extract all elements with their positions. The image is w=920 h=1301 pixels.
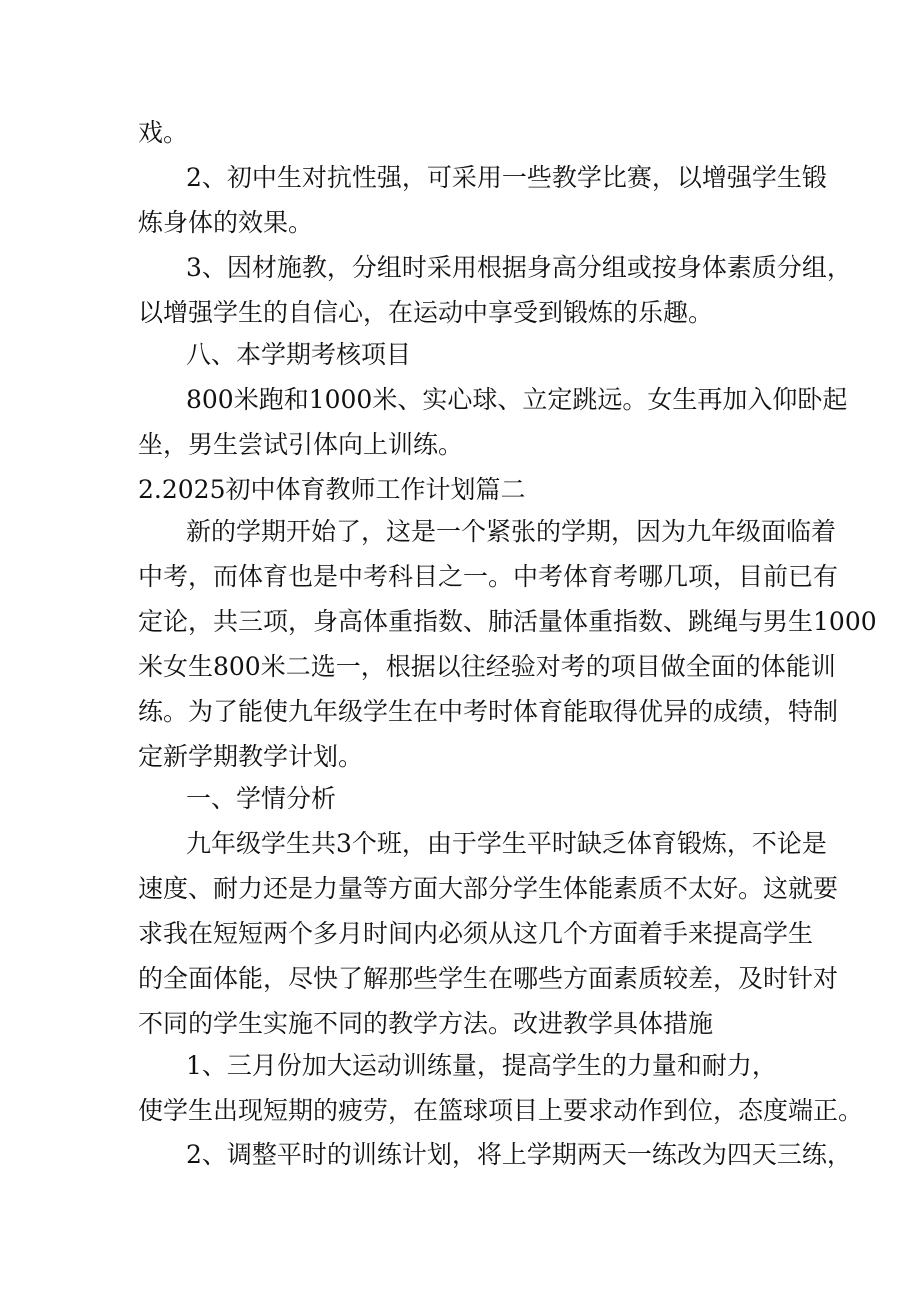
paragraph-line: 米女生800米二选一，根据以往经验对考的项目做全面的体能训 <box>138 652 836 681</box>
document-title-heading: 2.2025初中体育教师工作计划篇二 <box>138 475 526 504</box>
paragraph-line: 定新学期教学计划。 <box>138 742 364 771</box>
paragraph-line: 定论，共三项，身高体重指数、肺活量体重指数、跳绳与男生1000 <box>138 607 877 636</box>
paragraph-line: 戏。 <box>138 118 189 147</box>
paragraph-line: 1、三月份加大运动训练量，提高学生的力量和耐力， <box>186 1051 777 1080</box>
paragraph-line: 800米跑和1000米、实心球、立定跳远。女生再加入仰卧起 <box>186 385 848 414</box>
paragraph-line: 以增强学生的自信心，在运动中享受到锻炼的乐趣。 <box>138 298 714 327</box>
paragraph-line: 练。为了能使九年级学生在中考时体育能取得优异的成绩，特制 <box>138 697 839 726</box>
paragraph-line: 使学生出现短期的疲劳，在篮球项目上要求动作到位，态度端正。 <box>138 1096 864 1125</box>
paragraph-line: 不同的学生实施不同的教学方法。改进教学具体措施 <box>138 1009 714 1038</box>
paragraph-line: 坐，男生尝试引体向上训练。 <box>138 430 464 459</box>
paragraph-line: 求我在短短两个多月时间内必须从这几个方面着手来提高学生 <box>138 919 814 948</box>
section-heading: 八、本学期考核项目 <box>186 340 412 369</box>
paragraph-line: 2、初中生对抗性强，可采用一些教学比赛，以增强学生锻 <box>186 163 827 192</box>
paragraph-line: 的全面体能，尽快了解那些学生在哪些方面素质较差，及时针对 <box>138 964 839 993</box>
paragraph-line: 九年级学生共3个班，由于学生平时缺乏体育锻炼，不论是 <box>186 829 827 858</box>
paragraph-line: 炼身体的效果。 <box>138 208 314 237</box>
paragraph-line: 中考，而体育也是中考科目之一。中考体育考哪几项，目前已有 <box>138 562 839 591</box>
paragraph-line: 2、调整平时的训练计划，将上学期两天一练改为四天三练， <box>186 1140 852 1169</box>
paragraph-line: 新的学期开始了，这是一个紧张的学期，因为九年级面临着 <box>186 517 837 546</box>
paragraph-line: 3、因材施教，分组时采用根据身高分组或按身体素质分组， <box>186 253 852 282</box>
section-heading: 一、学情分析 <box>186 784 337 813</box>
paragraph-line: 速度、耐力还是力量等方面大部分学生体能素质不太好。这就要 <box>138 874 839 903</box>
